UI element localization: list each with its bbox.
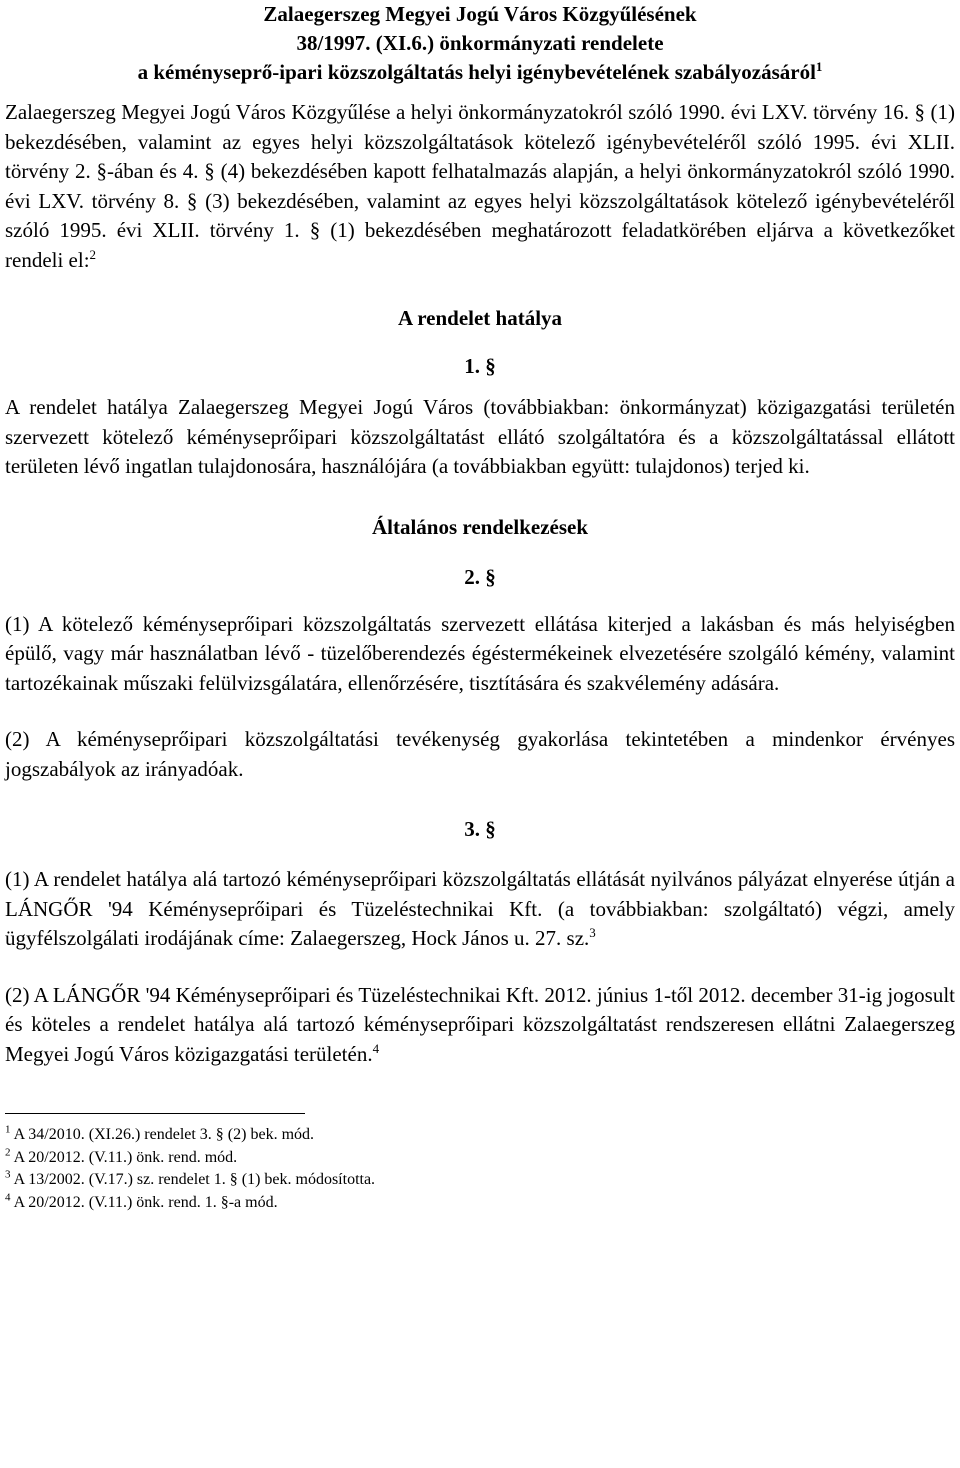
footnote-text: A 13/2002. (V.17.) sz. rendelet 1. § (1) bek. módosította. xyxy=(13,1171,376,1188)
paragraph-3-1 xyxy=(5,865,955,954)
document-title xyxy=(5,0,955,87)
title-line-3 xyxy=(5,58,955,87)
footnote-text: A 20/2012. (V.11.) önk. rend. 1. §-a mód. xyxy=(13,1193,278,1211)
paragraph-3-2-text: (2) A LÁNGŐR '94 Kéményseprőipari és Tüzeléstechnikai Kft. 2012. június 1-től 2012. december 31-ig jogosult és köteles a rendelet hatálya alá tartozó kéményseprőipari közszolgáltatást rendszeresen ellátni Zalaegerszeg Megyei Jogú Város közigazgatási területén. xyxy=(5,982,955,1066)
paragraph-3-1-text: (1) A rendelet hatálya alá tartozó kéményseprőipari közszolgáltatás ellátását nyilvános pályázat elnyerése útján a LÁNGŐR '94 Kéményseprőipari és Tüzeléstechnikai Kft. (a továbbiakban: szolgáltató) végzi, amely ügyfélszolgálati irodájának címe: Zalaegerszeg, Hock János u. 27. sz. xyxy=(5,867,955,950)
footnote-number: 4 xyxy=(5,1191,11,1204)
section-heading-scope: A rendelet hatálya xyxy=(397,306,563,330)
footnote-text: A 34/2010. (XI.26.) rendelet 3. § (2) bek. mód. xyxy=(13,1126,315,1143)
footnote-number: 1 xyxy=(5,1123,11,1136)
footnote-text: A 20/2012. (V.11.) önk. rend. mód. xyxy=(13,1148,238,1166)
paragraph-2-1-text: (1) A kötelező kéményseprőipari közszolgáltatás szervezett ellátása kiterjed a lakásban és más helyiségben épülő, vagy már használatban lévő - tüzelőberendezés égéstermékeinek elvezetésére szolgáló kémény, valamint tartozékainak műszaki felülvizsgálatára, ellenőrzésére, tisztítására és szakvélemény adására. xyxy=(5,611,955,695)
footnote-ref-1[interactable]: 1 xyxy=(815,59,823,74)
section-heading-general: Általános rendelkezések xyxy=(371,514,589,539)
footnote-3 xyxy=(5,1169,955,1192)
preamble-paragraph xyxy=(5,98,955,275)
paragraph-number-1: 1. § xyxy=(464,354,496,378)
paragraph-2-2-text: (2) A kéményseprőipari közszolgáltatási tevékenység gyakorlása tekintetében a mindenkor érvényes jogszabályok az irányadóak. xyxy=(5,727,955,781)
paragraph-number-3: 3. § xyxy=(464,817,496,841)
paragraph-number-2: 2. § xyxy=(464,564,496,589)
footnote-separator xyxy=(5,1113,305,1114)
footnote-2 xyxy=(5,1147,955,1170)
title-line-1: Zalaegerszeg Megyei Jogú Város Közgyűlésének xyxy=(263,2,697,26)
footnotes xyxy=(5,1124,955,1214)
title-line-3-text: a kéményseprő-ipari közszolgáltatás helyi igénybevételének szabályozásáról xyxy=(137,60,816,84)
preamble-text: Zalaegerszeg Megyei Jogú Város Közgyűlése a helyi önkormányzatokról szóló 1990. évi LXV. törvény 16. § (1) bekezdésében, valamint az egyes helyi közszolgáltatások kötelező igénybevételéről szóló 1995. évi XLII. törvény 2. §-ában és 4. § (4) bekezdésében kapott felhatalmazás alapján, a helyi önkormányzatokról szóló 1990. évi LXV. törvény 8. § (3) bekezdésében, valamint az egyes helyi közszolgáltatások kötelező igénybevételéről szóló 1995. évi XLII. törvény 1. § (1) bekezdésében meghatározott feladatkörében eljárva a következőket rendeli el: xyxy=(5,100,955,272)
footnote-4 xyxy=(5,1192,955,1215)
footnote-ref-3[interactable]: 3 xyxy=(589,925,596,940)
footnote-ref-4[interactable]: 4 xyxy=(372,1040,380,1056)
footnote-number: 2 xyxy=(5,1146,11,1159)
paragraph-1-text: A rendelet hatálya Zalaegerszeg Megyei Jogú Város (továbbiakban: önkormányzat) közigazgatási területén szervezett kötelező kéményseprőipari közszolgáltatást ellátó szolgáltatóra és a közszolgáltatással ellátott területen lévő ingatlan tulajdonosára, használójára (a továbbiakban együtt: tulajdonos) terjed ki. xyxy=(5,395,955,478)
paragraph-3-2 xyxy=(5,981,955,1070)
title-line-2: 38/1997. (XI.6.) önkormányzati rendelete xyxy=(296,31,664,55)
footnote-1 xyxy=(5,1124,955,1147)
footnote-number: 3 xyxy=(5,1168,11,1181)
footnote-ref-2[interactable]: 2 xyxy=(89,246,97,262)
